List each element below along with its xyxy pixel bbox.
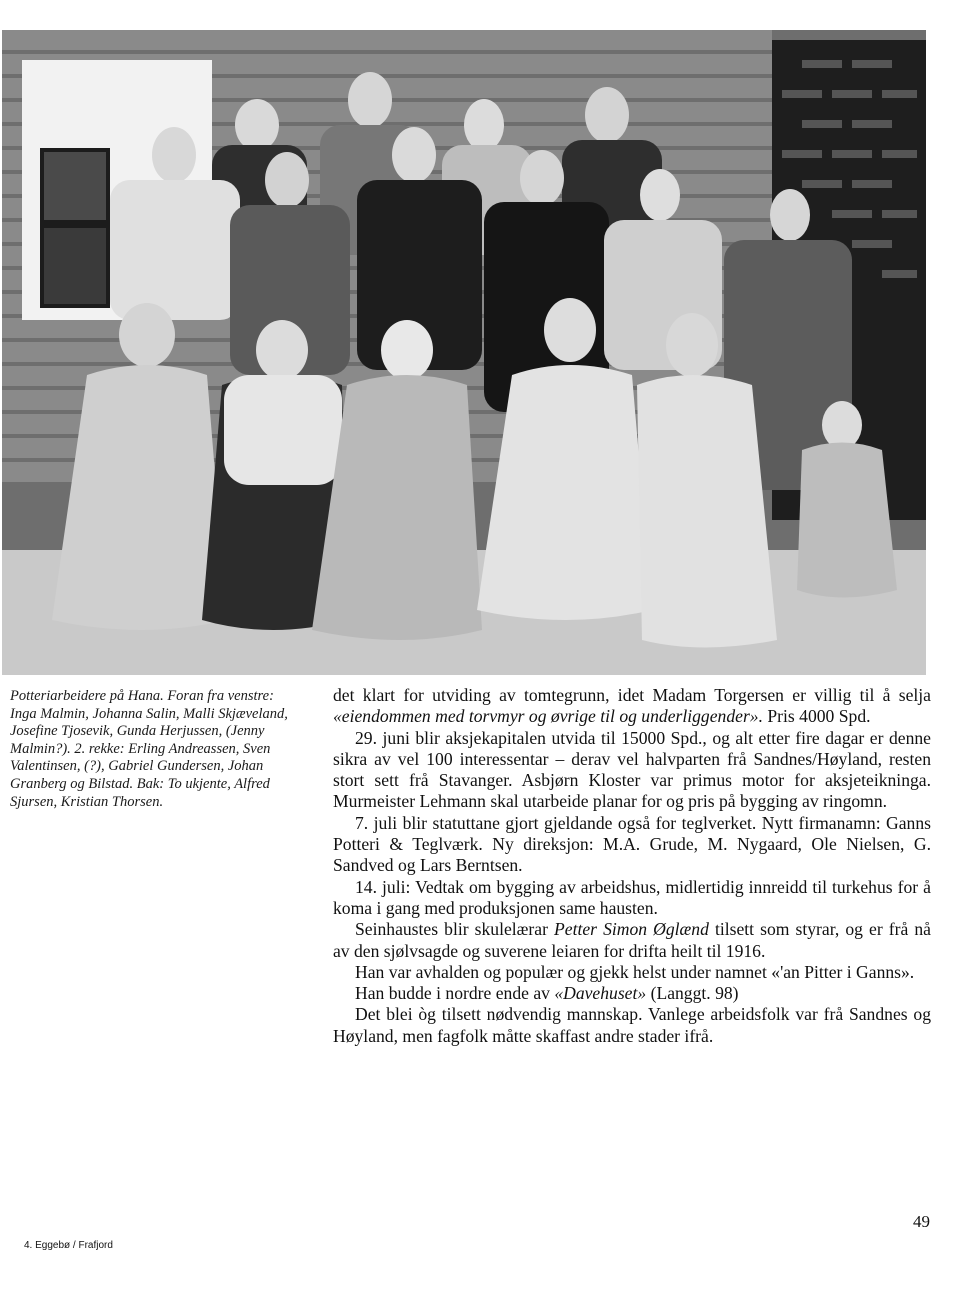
paragraph: 7. juli blir statuttane gjort gjeldande også for teglverket. Nytt firmanamn: Ganns Potteri & Teglværk. Ny direksjon: M.A. Grude, M. Nygaard, Ole Nielsen, G. Sandved og Lars Berntsen.: [333, 812, 931, 876]
paragraph: Han var avhalden og populær og gjekk helst under namnet «'an Pitter i Ganns».: [355, 961, 915, 982]
paragraph: Det blei òg tilsett nødvendig mannskap. Vanlege arbeidsfolk var frå Sandnes og Høyland, men fagfolk måtte skaffast andre stader ifrå.: [333, 1004, 931, 1046]
text-run: Seinhaustes blir skulelærar: [355, 919, 555, 940]
photo-caption: Potteriarbeidere på Hana. Foran fra venstre: Inga Malmin, Johanna Salin, Malli Skjæveland, Josefine Tjosevik, Gunda Herjussen, (Jenny Malmin?). 2. rekke: Erling Andreassen, Sven Valentinsen, (?), Gabriel Gundersen, Johan Granberg og Bilstad. Bak: To ukjente, Alfred Sjursen, Kristian Thorsen.: [10, 688, 288, 810]
paragraph: 29. juni blir aksjekapitalen utvida til 15000 Spd., og alt etter fire dagar er denne sikra av vel 100 interessentar – derav vel halvparten frå Sandnes/Høyland, resten stort sett frå Stavanger. Asbjørn Kloster var primus motor for aksjeteikninga. Murmeister Lehmann skal utarbeide planar for og pris på bygging av ringomn.: [333, 727, 931, 812]
paragraph: [333, 983, 931, 1004]
photograph-image-icon: [2, 30, 926, 675]
text-run: det klart for utviding av tomtegrunn, idet Madam Torgersen er villig til å selja: [333, 685, 931, 705]
page-number: 49: [913, 1212, 930, 1231]
person-name: Petter Simon Øglænd: [554, 919, 709, 940]
text-run: (Langgt. 98): [646, 983, 739, 1004]
quoted-text: «Davehuset»: [554, 983, 647, 1004]
paragraph: [333, 919, 931, 962]
group-photograph: [2, 30, 926, 675]
article-body: [333, 685, 931, 1047]
text-run: tilsett som styrar, og er frå nå av den sjølvsagde og suverene leiaren for drifta heilt til 1916.: [333, 919, 931, 961]
paragraph: 14. juli: Vedtak om bygging av arbeidshus, midlertidig innreidd til turkehus for å koma i gang med produksjonen same hausten.: [333, 876, 931, 918]
text-run: Han budde i nordre ende av: [355, 983, 555, 1004]
text-run: Pris 4000 Spd.: [762, 706, 871, 727]
quoted-text: «eiendommen med torvmyr og øvrige til og underliggender».: [333, 706, 763, 727]
paragraph: [333, 685, 931, 728]
signature-footer: 4. Eggebø / Frafjord: [24, 1240, 113, 1251]
